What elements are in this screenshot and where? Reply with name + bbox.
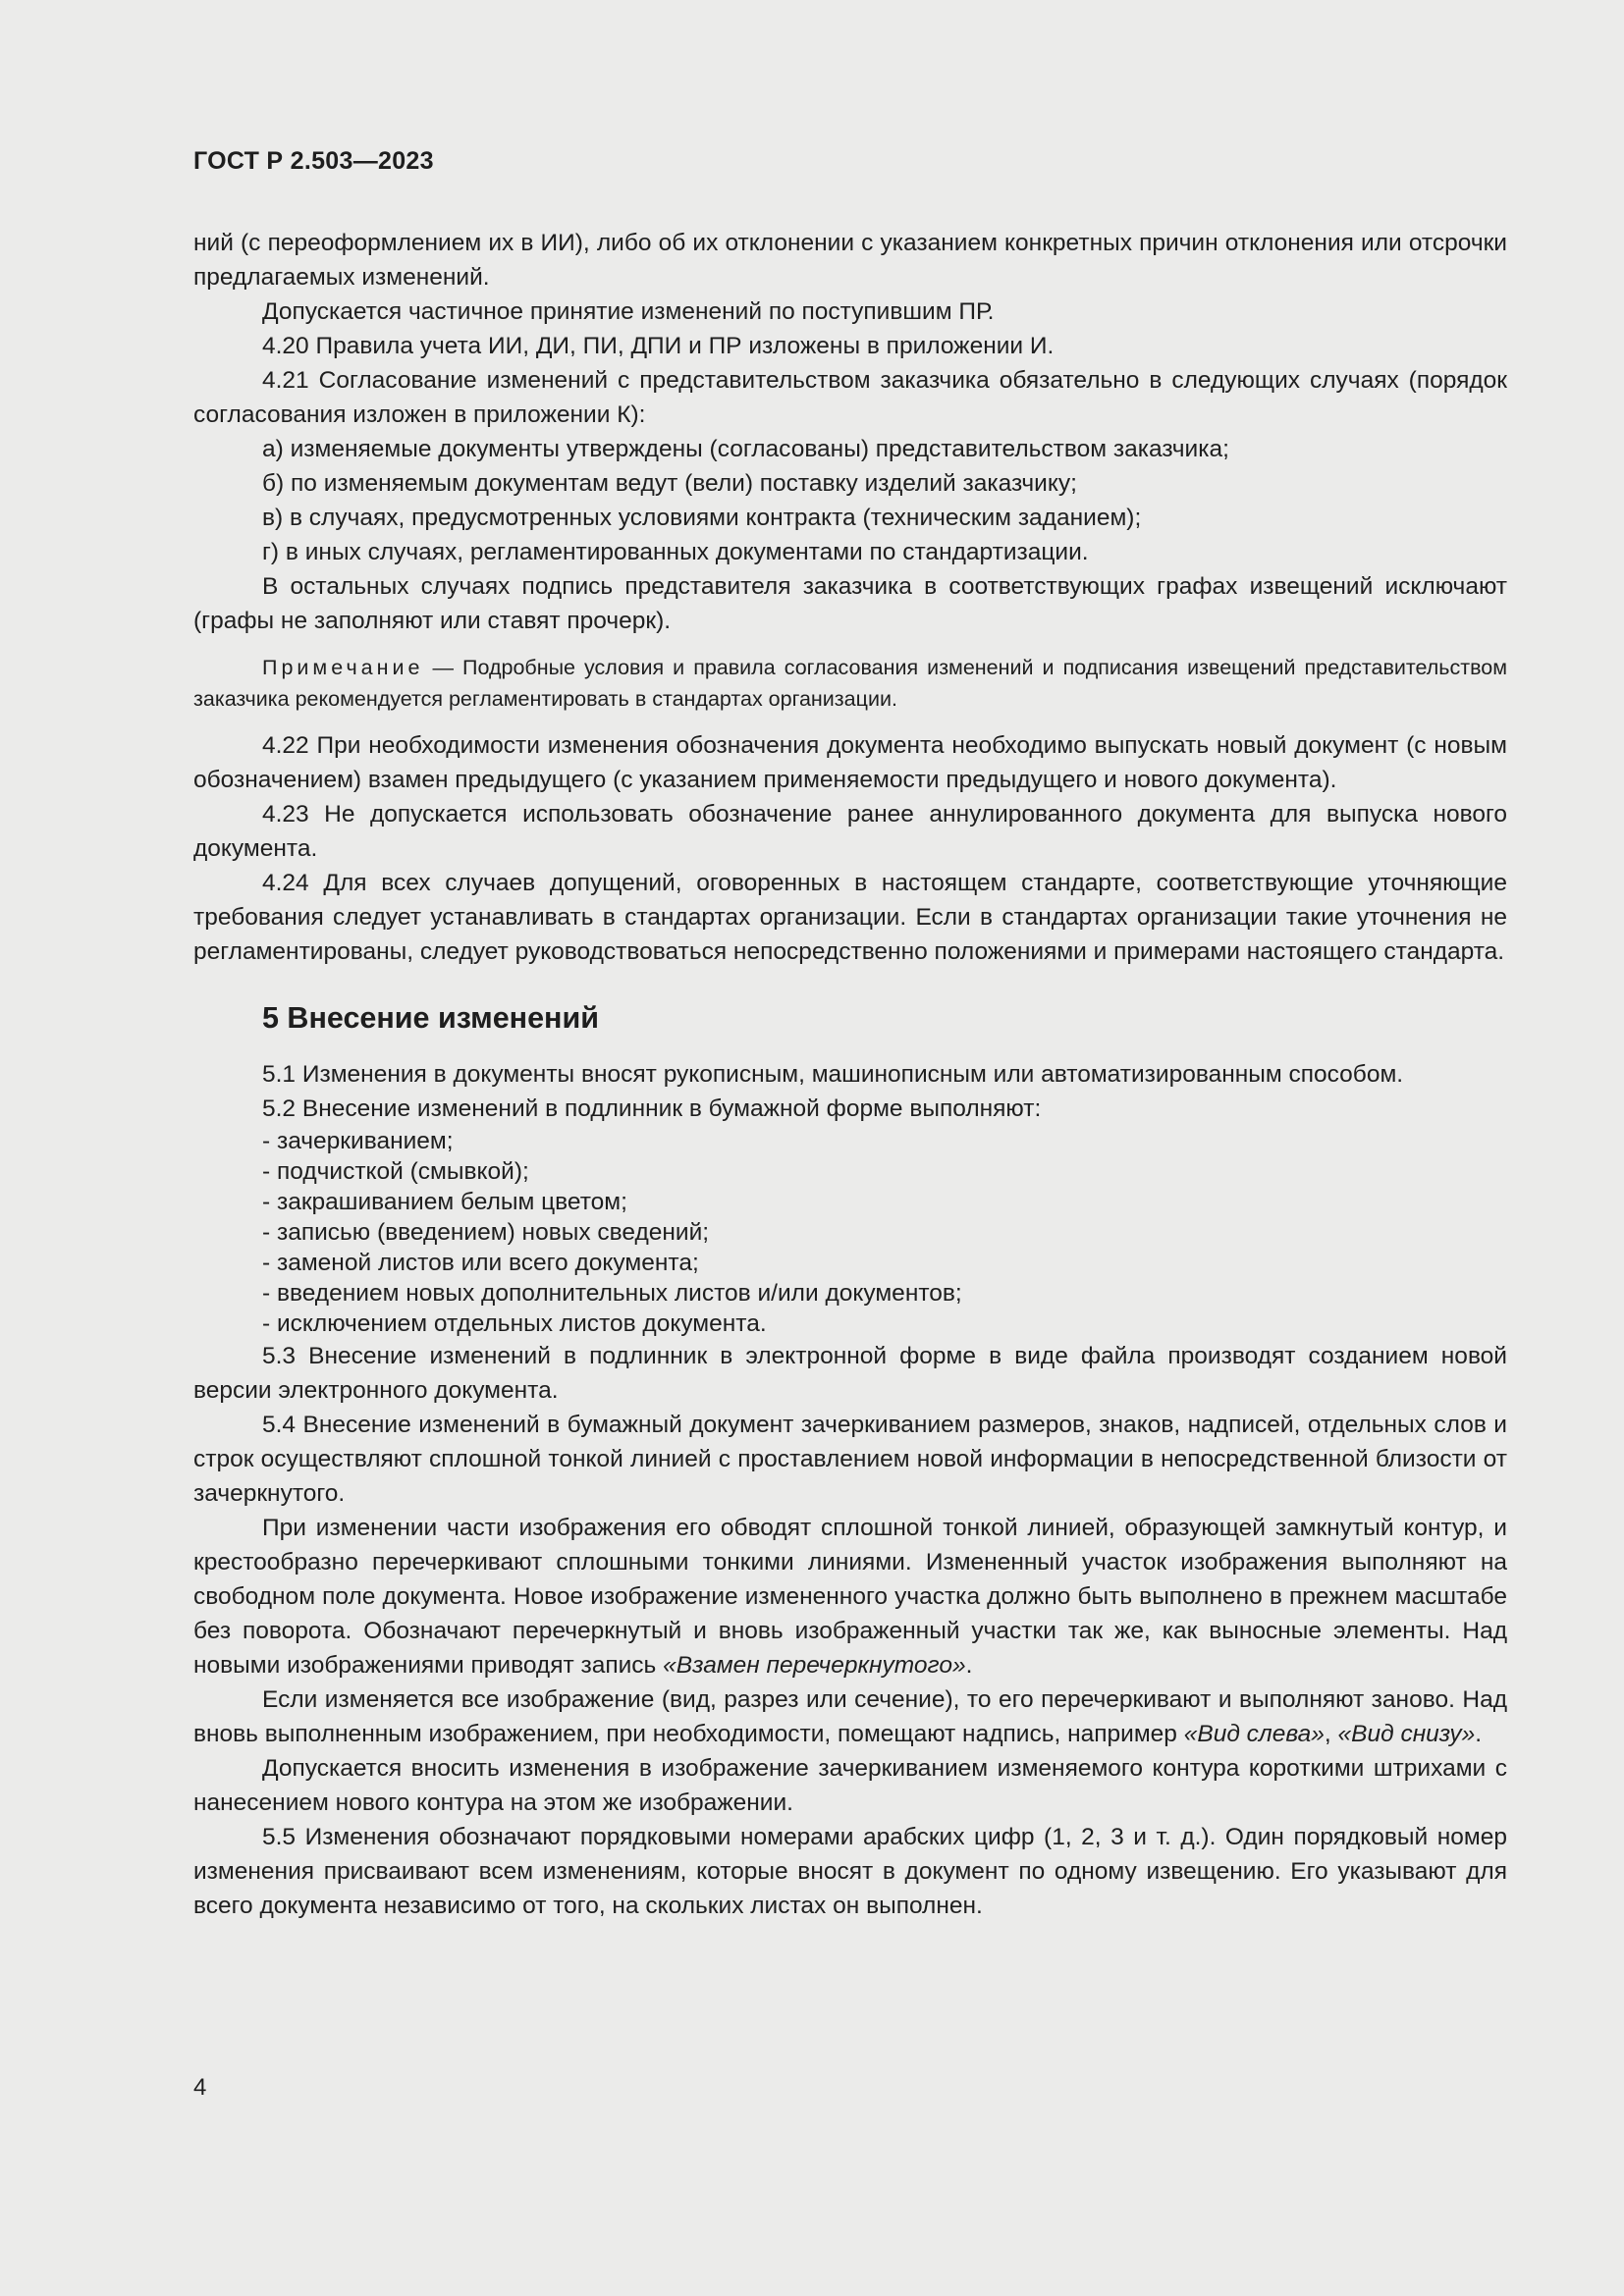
dash-item: - заменой листов или всего документа; — [262, 1250, 699, 1276]
note-label: Примечание — [262, 656, 424, 679]
italic-text: «Вид слева» — [1183, 1721, 1325, 1747]
page-number: 4 — [193, 2074, 207, 2101]
note-text: — Подробные условия и правила согласования изменений и подписания извещений представительством заказчика рекомендуется регламентировать в стандартах организации. — [193, 656, 1507, 711]
text: Если изменяется все изображение (вид, разрез или сечение), то его перечеркивают и выполняют заново. Над вновь выполненным изображением, при необходимости, помещают надпись, например — [193, 1686, 1507, 1747]
clause-4-23: 4.23 Не допускается использовать обозначение ранее аннулированного документа для выпуска нового документа. — [193, 801, 1507, 862]
document-header: ГОСТ Р 2.503—2023 — [193, 147, 434, 175]
list-item: в) в случаях, предусмотренных условиями контракта (техническим заданием); — [262, 505, 1142, 531]
list-item: а) изменяемые документы утверждены (согласованы) представительством заказчика; — [262, 436, 1229, 462]
clause-4-24: 4.24 Для всех случаев допущений, оговоренных в настоящем стандарте, соответствующие уточняющие требования следует устанавливать в стандартах организации. Если в стандартах организации такие уточнения не регламентированы, следует руководствоваться непосредственно положениями и примерами настоящего стандарта. — [193, 870, 1507, 965]
clause-5-4: 5.4 Внесение изменений в бумажный документ зачеркиванием размеров, знаков, надписей, отдельных слов и строк осуществляют сплошной тонкой линией с проставлением новой информации в непосредственной близости от зачеркнутого. — [193, 1412, 1507, 1507]
dash-item: - исключением отдельных листов документа. — [262, 1310, 767, 1337]
paragraph — [193, 1511, 1507, 1682]
section-title: 5 Внесение изменений — [262, 1001, 599, 1035]
dash-item: - подчисткой (смывкой); — [262, 1158, 529, 1185]
dash-item: - закрашиванием белым цветом; — [262, 1189, 627, 1215]
paragraph: Допускается вносить изменения в изображение зачеркиванием изменяемого контура короткими штрихами с нанесением нового контура на этом же изображении. — [193, 1755, 1507, 1816]
italic-text: «Вид снизу» — [1337, 1721, 1476, 1747]
list-item: б) по изменяемым документам ведут (вели) поставку изделий заказчику; — [262, 470, 1077, 497]
dash-item: - зачеркиванием; — [262, 1128, 454, 1154]
text: . — [1475, 1721, 1483, 1747]
text: При изменении части изображения его обводят сплошной тонкой линией, образующей замкнутый контур, и крестообразно перечеркивают сплошными тонкими линиями. Измененный участок изображения выполняют на свободном поле документа. Новое изображение измененного участка должно быть выполнено в прежнем масштабе без поворота. Обозначают перечеркнутый и вновь изображенный участки так же, как выносные элементы. Над новыми изображениями приводят запись — [193, 1515, 1507, 1679]
paragraph: ний (с переоформлением их в ИИ), либо об их отклонении с указанием конкретных причин отклонения или отсрочки предлагаемых изменений. — [193, 230, 1507, 291]
document-body — [193, 226, 1507, 1923]
clause-4-20: 4.20 Правила учета ИИ, ДИ, ПИ, ДПИ и ПР изложены в приложении И. — [262, 333, 1055, 359]
clause-5-2: 5.2 Внесение изменений в подлинник в бумажной форме выполняют: — [262, 1095, 1042, 1122]
clause-5-5: 5.5 Изменения обозначают порядковыми номерами арабских цифр (1, 2, 3 и т. д.). Один порядковый номер изменения присваивают всем изменениям, которые вносят в документ по одному извещению. Его указывают для всего документа независимо от того, на скольких листах он выполнен. — [193, 1824, 1507, 1919]
list-item: г) в иных случаях, регламентированных документами по стандартизации. — [262, 539, 1089, 565]
text: . — [965, 1652, 973, 1679]
clause-4-21: 4.21 Согласование изменений с представительством заказчика обязательно в следующих случаях (порядок согласования изложен в приложении К): — [193, 367, 1507, 428]
paragraph — [193, 1682, 1507, 1751]
clause-4-22: 4.22 При необходимости изменения обозначения документа необходимо выпускать новый документ (с новым обозначением) взамен предыдущего (с указанием применяемости предыдущего и нового документа). — [193, 732, 1507, 793]
dash-item: - введением новых дополнительных листов и/или документов; — [262, 1280, 962, 1307]
text: , — [1324, 1721, 1338, 1747]
dash-item: - записью (введением) новых сведений; — [262, 1219, 710, 1246]
paragraph: Допускается частичное принятие изменений по поступившим ПР. — [262, 298, 995, 325]
clause-5-1: 5.1 Изменения в документы вносят рукописным, машинописным или автоматизированным способом. — [262, 1061, 1404, 1088]
italic-text: «Взамен перечеркнутого» — [663, 1652, 966, 1679]
note — [193, 652, 1507, 715]
clause-5-3: 5.3 Внесение изменений в подлинник в электронной форме в виде файла производят созданием новой версии электронного документа. — [193, 1343, 1507, 1404]
paragraph: В остальных случаях подпись представителя заказчика в соответствующих графах извещений исключают (графы не заполняют или ставят прочерк). — [193, 573, 1507, 634]
